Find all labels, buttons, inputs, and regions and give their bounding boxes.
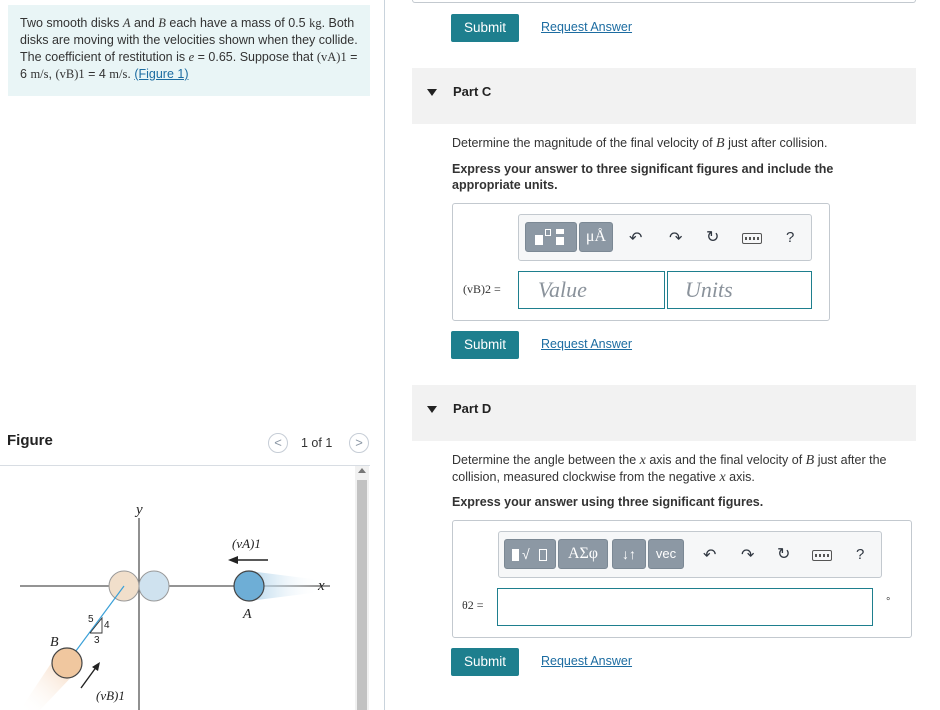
value-placeholder: Value	[538, 277, 587, 302]
vector-button[interactable]: vec	[648, 539, 684, 569]
part-c-variable-label: (vB)2 =	[463, 282, 501, 296]
disk-a-label: A	[243, 607, 252, 622]
figure-scrollbar-thumb[interactable]	[357, 480, 367, 710]
x-symbol: x	[719, 470, 726, 485]
part-d-submit-button[interactable]: Submit	[451, 648, 519, 676]
figure-link[interactable]: (Figure 1)	[134, 67, 189, 81]
part-c-question	[452, 135, 912, 152]
question-text: Determine the angle between the	[452, 453, 640, 467]
units-input[interactable]	[667, 271, 812, 309]
problem-text: = 4	[84, 67, 110, 81]
vb-label: (vB)1	[96, 688, 125, 703]
part-c-submit-button[interactable]: Submit	[451, 331, 519, 359]
part-c-instruction: Express your answer to three significant figures and include the appropriate units.	[452, 162, 834, 192]
collision-figure	[0, 466, 354, 710]
units-button[interactable]: μÅ	[579, 222, 613, 252]
problem-statement	[8, 5, 370, 96]
problem-text: = 6	[20, 50, 358, 81]
mass-unit: kg	[309, 16, 322, 30]
question-text: axis.	[725, 470, 755, 484]
problem-text: Two smooth disks	[20, 16, 123, 30]
part-d-question	[452, 452, 916, 486]
template-block-icon	[535, 235, 543, 245]
part-b-answer-box-edge	[412, 0, 916, 3]
collapse-triangle-icon[interactable]	[427, 406, 437, 413]
slope-run-label: 3	[94, 635, 100, 646]
value-input[interactable]	[518, 271, 665, 309]
vb-arrow	[81, 666, 97, 688]
figure-title: Figure	[7, 432, 53, 449]
part-d-instruction: Express your answer using three significant figures.	[452, 495, 764, 509]
question-text: axis and the final velocity of	[645, 453, 806, 467]
x-symbol: x	[639, 453, 646, 468]
template-box-icon	[545, 229, 551, 236]
disk-b-symbol: B	[158, 16, 166, 30]
redo-icon[interactable]: ↷	[669, 230, 683, 247]
part-b-submit-button[interactable]: Submit	[451, 14, 519, 42]
part-c-label: Part C	[453, 84, 492, 99]
disk-a-symbol: A	[122, 16, 131, 30]
part-c-header[interactable]	[412, 68, 916, 124]
disk-a-collision-ghost	[139, 571, 169, 601]
angle-input[interactable]	[497, 588, 873, 626]
y-axis-label: y	[136, 502, 143, 518]
question-text: just after collision.	[724, 136, 828, 150]
help-button[interactable]: ?	[786, 229, 795, 246]
next-figure-button[interactable]: >	[349, 433, 369, 453]
slope-hyp-label: 5	[88, 614, 94, 625]
va-label: (vA)1	[232, 536, 261, 551]
problem-text: each have a mass of 0.5	[165, 16, 310, 30]
templates-button[interactable]	[525, 222, 577, 252]
template-box-icon	[539, 549, 547, 561]
problem-text: .	[127, 67, 135, 81]
disk-b	[52, 648, 82, 678]
keyboard-icon[interactable]	[812, 550, 832, 561]
part-d-request-answer-link[interactable]: Request Answer	[541, 654, 633, 668]
collapse-triangle-icon[interactable]	[427, 89, 437, 96]
greek-symbols-button[interactable]: ΑΣφ	[558, 539, 608, 569]
vb-arrowhead	[92, 662, 100, 671]
velocity-unit: m/s	[30, 67, 49, 81]
disk-a	[234, 571, 264, 601]
part-d-header[interactable]	[412, 385, 916, 441]
figure-pager	[268, 433, 372, 455]
template-block-icon	[512, 549, 519, 561]
part-d-label: Part D	[453, 401, 492, 416]
va-symbol: (vA)1	[316, 50, 347, 64]
disk-b-symbol: B	[716, 136, 725, 151]
math-templates-button[interactable]	[504, 539, 556, 569]
subscript-superscript-button[interactable]: ↓↑	[612, 539, 646, 569]
template-block-icon	[556, 237, 564, 245]
problem-text: ,	[48, 67, 56, 81]
problem-text: . Both disks are moving with the velocities shown when they collide. The coefficient of restitution is	[20, 16, 358, 64]
redo-icon[interactable]: ↷	[741, 547, 755, 564]
problem-text: and	[130, 16, 159, 30]
question-text: Determine the magnitude of the final velocity of	[452, 136, 717, 150]
reset-icon[interactable]: ↻	[777, 546, 791, 563]
problem-text: = 0.65. Suppose that	[194, 50, 317, 64]
vb-symbol: (vB)1	[55, 67, 85, 81]
slope-rise-label: 4	[104, 620, 110, 631]
disk-b-symbol: B	[805, 453, 815, 468]
undo-icon[interactable]: ↶	[703, 547, 717, 564]
question-text: just after the collision, measured clockwise from the negative	[452, 453, 887, 484]
help-button[interactable]: ?	[856, 546, 865, 563]
prev-figure-button[interactable]: <	[268, 433, 288, 453]
figure-page-count: 1 of 1	[301, 436, 333, 450]
scroll-up-arrow-icon[interactable]	[358, 468, 366, 473]
va-arrowhead	[228, 556, 238, 564]
undo-icon[interactable]: ↶	[629, 230, 643, 247]
sqrt-icon: √	[522, 546, 530, 562]
velocity-unit: m/s	[109, 67, 128, 81]
restitution-symbol: e	[188, 50, 195, 64]
degree-unit: °	[886, 596, 891, 608]
template-block-icon	[556, 229, 564, 234]
x-axis-label: x	[318, 578, 325, 594]
keyboard-icon[interactable]	[742, 233, 762, 244]
column-divider	[384, 0, 385, 710]
units-placeholder: Units	[685, 277, 733, 302]
part-d-variable-label: θ2 =	[462, 598, 484, 612]
disk-b-label: B	[50, 635, 59, 650]
part-b-request-answer-link[interactable]: Request Answer	[541, 20, 633, 34]
reset-icon[interactable]: ↻	[706, 229, 720, 246]
part-c-request-answer-link[interactable]: Request Answer	[541, 337, 633, 351]
